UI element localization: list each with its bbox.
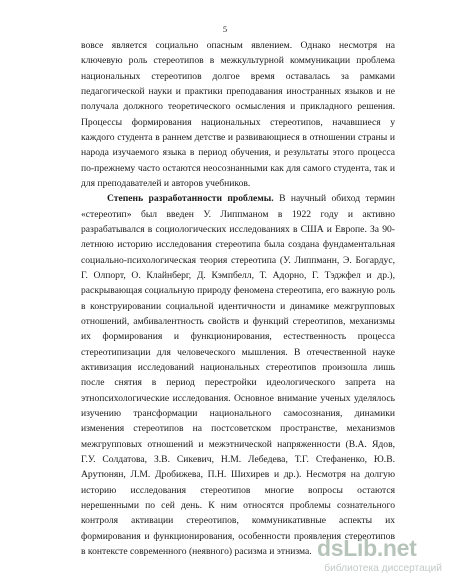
paragraph-text: В научный обиход термин «стереотип» был введен У. Липпманом в 1922 году и активно разрабатывался в социологических исследованиях в США и Европе. За 90-летнюю историю исследования стереотипа была создана фундаментальная социально-психологическая теория стереотипа (У. Липпманн, Э. Богардус, Г. Олпорт, О. Клайнберг, Д. Кэмпбелл, Т. Адорно, Г. Тэджфел и др.), раскрывающая социальную природу феномена стереотипа, его важную роль в конструировании социальной идентичности и динамике межгрупповых отношений, амбивалентность свойств и функций стереотипов, механизмы их формирования и функционирования, естественность процесса стереотипизации для человеческого мышления. В отечественной науке активизация исследований национальных стереотипов произошла лишь после снятия в период перестройки идеологического запрета на этнопсихологические исследования. Основное внимание ученых уделялось изучению трансформации национального самосознания, динамики изменения стереотипов на постсоветском пространстве, механизмов межгрупповых отношений и межэтнической напряженности (В.А. Ядов, Г.У. Солдатова, З.В. Сикевич, Н.М. Лебедева, Т.Г. Стефаненко, Ю.В. Арутюнян, Л.М. Дробижева, П.Н. Шихирев и др.). Несмотря на долгую историю исследования стереотипов многие вопросы остаются нерешенными по сей день. К ним относятся проблемы сознательного контроля активации стереотипов, коммуникативные аспекты их формирования и функционирования, особенности проявления стереотипов в контексте современного (неявного) расизма и этнизма. (81, 193, 395, 557)
document-body (81, 38, 395, 559)
site-watermark (317, 536, 442, 576)
page-number: 5 (222, 24, 228, 34)
paragraph-problem-development (81, 191, 395, 559)
watermark-logo: dsLib.net (317, 535, 417, 561)
watermark-caption: библиотека диссертаций (324, 563, 442, 574)
paragraph-intro: вовсе является социально опасным явлением. Однако несмотря на ключевую роль стереотипов в межкультурной коммуникации проблема национальных стереотипов долгое время оставалась за рамками педагогической науки и практики преподавания иностранных языков и не получала должного теоретического осмысления и прикладного решения. Процессы формирования национальных стереотипов, начавшиеся у каждого студента в раннем детстве и развивающиеся в отношении страны и народа изучаемого языка в период обучения, и результаты этого процесса по-прежнему часто остаются неосознанными как для самого студента, так и для преподавателей и авторов учебников. (81, 40, 395, 189)
paragraph-heading: Степень разработанности проблемы. (107, 193, 274, 205)
